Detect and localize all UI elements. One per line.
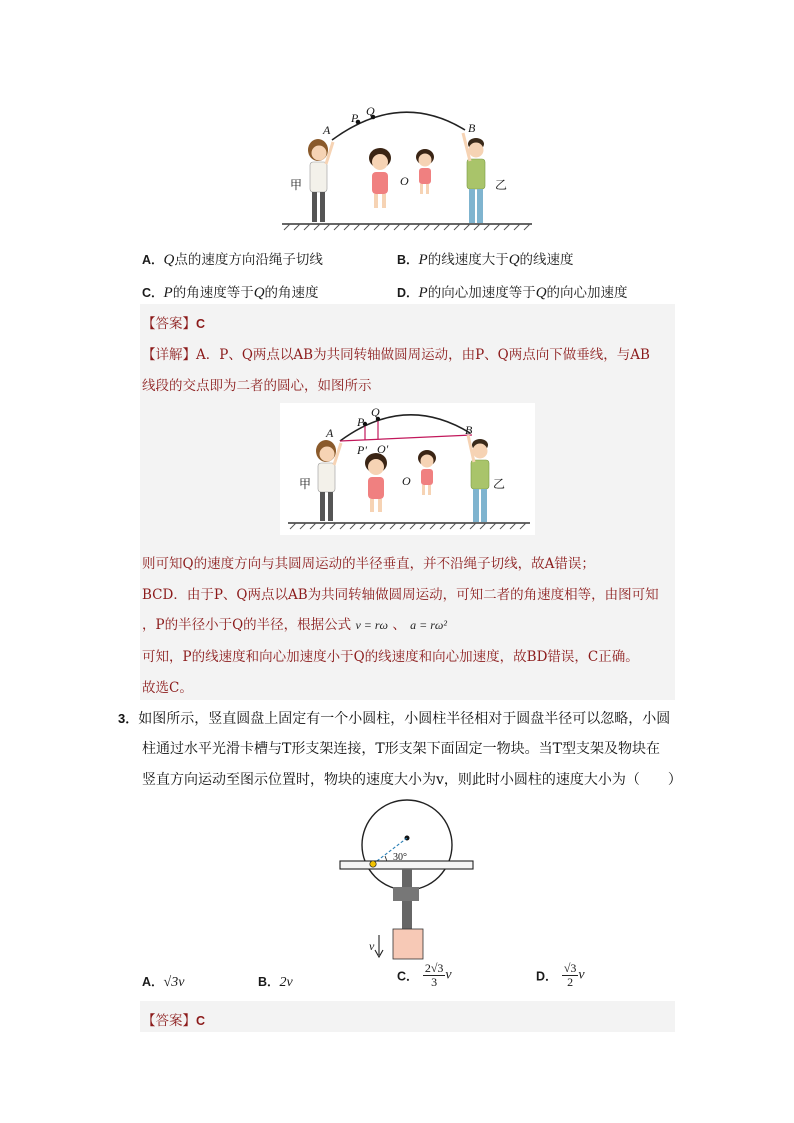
fig2-label-q: Q [371, 405, 380, 419]
detail-line-5: ，P的半径小于Q的半径，根据公式 v = rω 、 a = rω² [142, 617, 447, 633]
fig1-label-yi: 乙 [495, 178, 508, 192]
q3-option-d[interactable]: D． $\frac{√3}{2}$ v [536, 961, 585, 989]
fig3-velocity-label: v [369, 939, 375, 953]
detail-line-6: 可知，P的线速度和向心加速度小于Q的线速度和向心加速度，故BD错误，C正确。 [142, 649, 639, 665]
girl-middle-2 [416, 149, 434, 194]
fig2-label-o-prime: O' [377, 442, 389, 456]
guide-block [393, 887, 419, 901]
fig2-label-yi: 乙 [493, 477, 506, 491]
detail-line-3: 则可知Q的速度方向与其圆周运动的半径垂直，并不沿绳子切线，故A错误； [142, 556, 595, 572]
option-d[interactable]: D．P的向心加速度等于Q的向心加速度 [397, 285, 628, 301]
boy-yi [463, 133, 485, 223]
q3-option-b[interactable]: B．2v [258, 975, 293, 990]
option-b[interactable]: B．P的线速度大于Q的线速度 [397, 252, 574, 268]
detail-line-7: 故选C。 [142, 680, 193, 696]
figure-disk-tframe [335, 795, 480, 965]
fig1-label-a: A [323, 123, 331, 137]
fig2-label-jia: 甲 [299, 477, 312, 491]
fig1-label-o: O [400, 174, 409, 188]
fig2-label-b: B [465, 423, 473, 437]
formula-a: a = rω² [410, 618, 447, 632]
fig2-label-p-prime: P' [357, 443, 367, 457]
option-a[interactable]: A．Q点的速度方向沿绳子切线 [142, 252, 323, 268]
fig1-label-jia: 甲 [290, 178, 303, 192]
q3-option-a[interactable]: A．√3v [142, 975, 185, 990]
detail-line-1: 【详解】A．P、Q两点以AB为共同转轴做圆周运动，由P、Q两点向下做垂线，与AB [142, 347, 650, 363]
detail-line-4: BCD．由于P、Q两点以AB为共同转轴做圆周运动，可知二者的角速度相等，由图可知 [142, 587, 659, 603]
q3-line-3: 竖直方向运动至图示位置时，物块的速度大小为v，则此时小圆柱的速度大小为（ ） [142, 772, 682, 788]
girl-jia [308, 139, 333, 222]
q3-line-2: 柱通过水平光滑卡槽与T形支架连接，T形支架下面固定一物块。当T型支架及物块在 [142, 741, 661, 757]
fig1-label-p: P [351, 111, 359, 125]
fig2-label-p: P [357, 415, 365, 429]
q3-line-1: 3．如图所示，竖直圆盘上固定有一个小圆柱，小圆柱半径相对于圆盘半径可以忽略，小圆 [118, 711, 671, 727]
block [393, 929, 423, 959]
figure-jump-rope [270, 100, 540, 235]
fig3-angle-label: 30° [393, 852, 407, 863]
girl-middle-1 [369, 148, 391, 208]
fig2-label-o: O [402, 474, 411, 488]
formula-v: v = rω [355, 618, 389, 632]
answer-line: 【答案】C [142, 316, 206, 332]
q3-option-c[interactable]: C． $\frac{2√3}{3}$ v [397, 961, 452, 989]
detail-line-2: 线段的交点即为二者的圆心，如图所示 [142, 378, 372, 394]
fig2-label-a: A [326, 426, 334, 440]
option-c[interactable]: C．P的角速度等于Q的角速度 [142, 285, 319, 301]
fig1-label-q: Q [366, 104, 375, 118]
q3-answer-box [140, 1001, 675, 1032]
small-cylinder [370, 861, 376, 867]
q3-answer-line: 【答案】C [142, 1013, 206, 1029]
fig1-label-b: B [468, 121, 476, 135]
figure-jump-rope-annotated [280, 403, 535, 535]
